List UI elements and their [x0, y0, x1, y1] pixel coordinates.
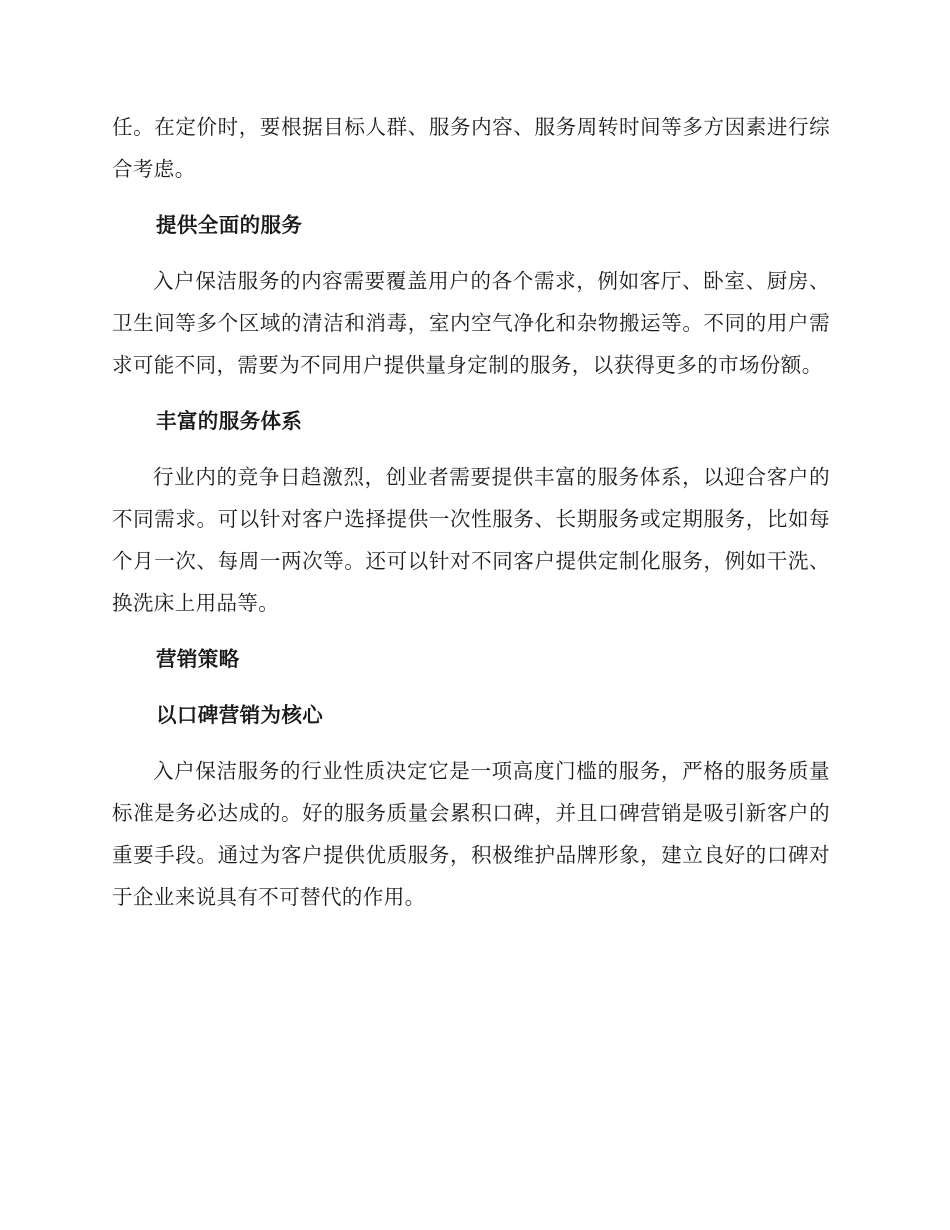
paragraph-comprehensive-service: 入户保洁服务的内容需要覆盖用户的各个需求，例如客厅、卧室、厨房、卫生间等多个区域的清洁和消毒，室内空气净化和杂物搬运等。不同的用户需求可能不同，需要为不同用户提供量身定制的服务，以获得更多的市场份额。 — [112, 269, 830, 377]
document-body — [112, 106, 830, 932]
heading-service-system: 丰富的服务体系 — [156, 409, 303, 433]
heading-comprehensive-service: 提供全面的服务 — [156, 213, 303, 237]
heading-marketing-strategy: 营销策略 — [156, 647, 240, 671]
heading-word-of-mouth: 以口碑营销为核心 — [156, 703, 324, 727]
paragraph-word-of-mouth: 入户保洁服务的行业性质决定它是一项高度门槛的服务，严格的服务质量标准是务必达成的。好的服务质量会累积口碑，并且口碑营销是吸引新客户的重要手段。通过为客户提供优质服务，积极维护品牌形象，建立良好的口碑对于企业来说具有不可替代的作用。 — [112, 759, 830, 909]
paragraph-pricing-continuation: 任。在定价时，要根据目标人群、服务内容、服务周转时间等多方因素进行综合考虑。 — [112, 115, 830, 181]
paragraph-service-system: 行业内的竞争日趋激烈，创业者需要提供丰富的服务体系，以迎合客户的不同需求。可以针对客户选择提供一次性服务、长期服务或定期服务，比如每个月一次、每周一两次等。还可以针对不同客户提供定制化服务，例如干洗、换洗床上用品等。 — [112, 465, 830, 615]
